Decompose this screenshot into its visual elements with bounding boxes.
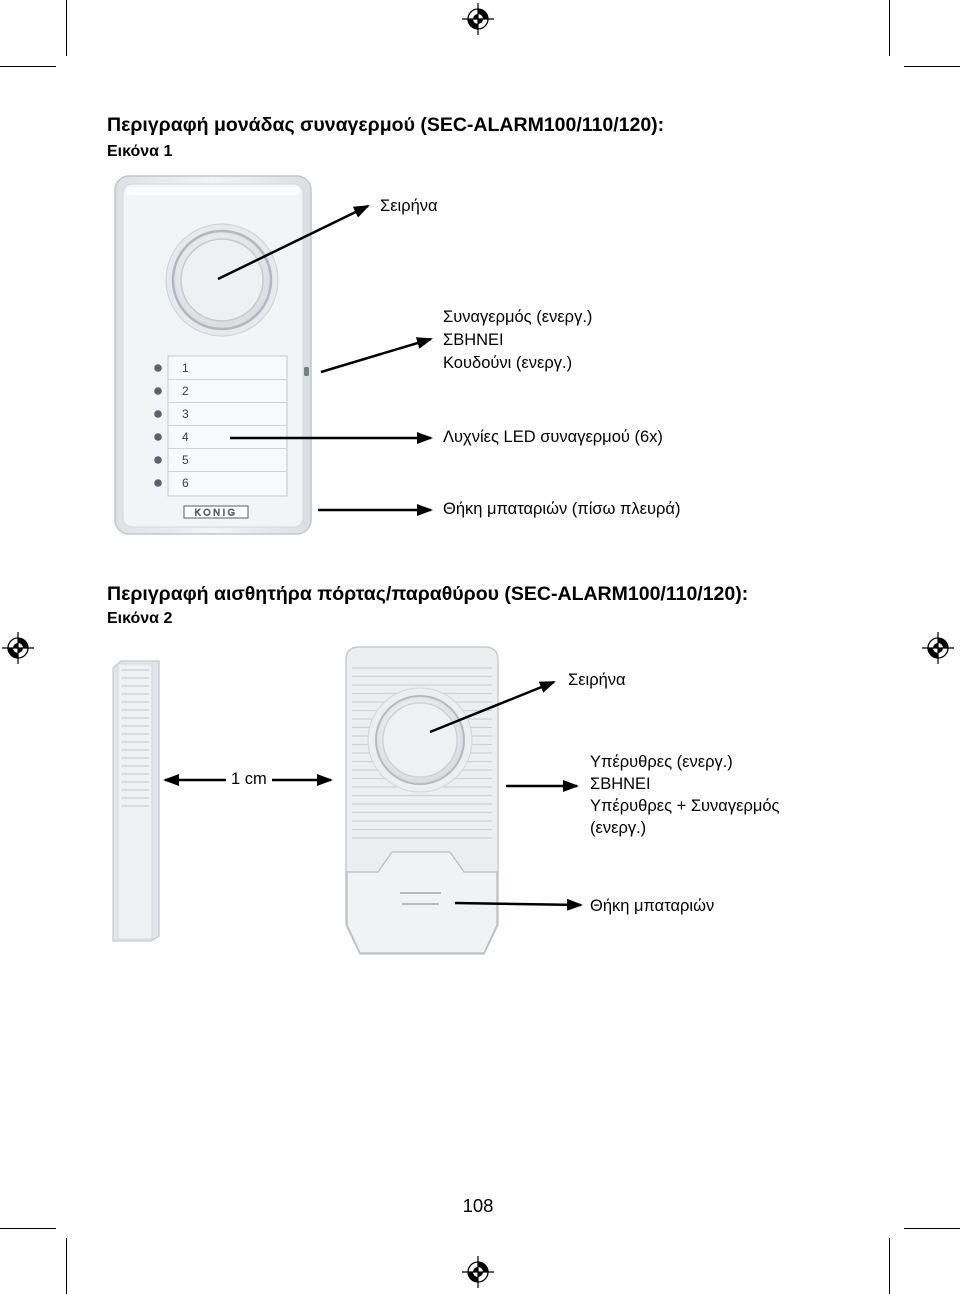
callout-battery-2: Θήκη μπαταριών	[590, 897, 715, 915]
led-3	[154, 410, 162, 418]
callout-battery-1: Θήκη μπαταριών (πίσω πλευρά)	[443, 500, 681, 518]
mode-switch-2-line-3: Υπέρυθρες + Συναγερμός	[590, 797, 780, 815]
callout-siren-1: Σειρήνα	[380, 197, 438, 215]
alarm-unit-cover-highlight	[126, 187, 300, 195]
led-2	[154, 387, 162, 395]
side-mode-switch	[304, 367, 309, 376]
led-number-6: 6	[182, 476, 189, 490]
callout-gap: 1 cm	[231, 770, 267, 788]
led-6	[154, 479, 162, 487]
arrow-mode-switch-1	[321, 339, 431, 372]
registration-mark-top-icon	[462, 3, 494, 35]
led-1	[154, 364, 162, 372]
door-sensor-image	[346, 647, 498, 954]
page-number: 108	[462, 1195, 494, 1216]
mode-switch-1-line-3: Κουδούνι (ενεργ.)	[443, 354, 573, 372]
led-number-5: 5	[182, 453, 189, 467]
registration-mark-left-icon	[2, 632, 34, 664]
registration-mark-right-icon	[922, 632, 954, 664]
led-number-2: 2	[182, 384, 189, 398]
alarm-unit-image	[115, 176, 311, 534]
section2-heading: Περιγραφή αισθητήρα πόρτας/παραθύρου (SEC-ALARM100/110/120):	[107, 583, 749, 605]
sensor-siren-grille	[383, 703, 457, 777]
mode-switch-2-line-2: ΣΒΗΝΕΙ	[590, 775, 651, 793]
led-4	[154, 433, 162, 441]
callout-leds: Λυχνίες LED συναγερμού (6x)	[443, 428, 663, 446]
led-number-1: 1	[182, 361, 189, 375]
callout-siren-2: Σειρήνα	[568, 671, 626, 689]
brand-logo: KONIG	[194, 507, 238, 519]
magnet-bar-front-face	[118, 664, 152, 939]
callout-mode-switch-2	[590, 751, 779, 839]
mode-switch-1-line-2: ΣΒΗΝΕΙ	[443, 331, 504, 349]
led-number-3: 3	[182, 407, 189, 421]
mode-switch-2-line-4: (ενεργ.)	[590, 819, 647, 837]
callout-mode-switch-1	[443, 306, 592, 375]
led-number-4: 4	[182, 430, 189, 444]
mode-switch-1-line-1: Συναγερμός (ενεργ.)	[443, 308, 593, 326]
magnet-bar-image	[113, 661, 159, 941]
registration-mark-bottom-icon	[462, 1256, 494, 1288]
mode-switch-2-line-1: Υπέρυθρες (ενεργ.)	[590, 753, 733, 771]
section1-heading: Περιγραφή μονάδας συναγερμού (SEC-ALARM100/110/120):	[107, 114, 665, 136]
alarm-siren-grille	[181, 239, 263, 321]
led-5	[154, 456, 162, 464]
figure2-label: Εικόνα 2	[107, 610, 173, 627]
figure1-label: Εικόνα 1	[107, 143, 173, 160]
